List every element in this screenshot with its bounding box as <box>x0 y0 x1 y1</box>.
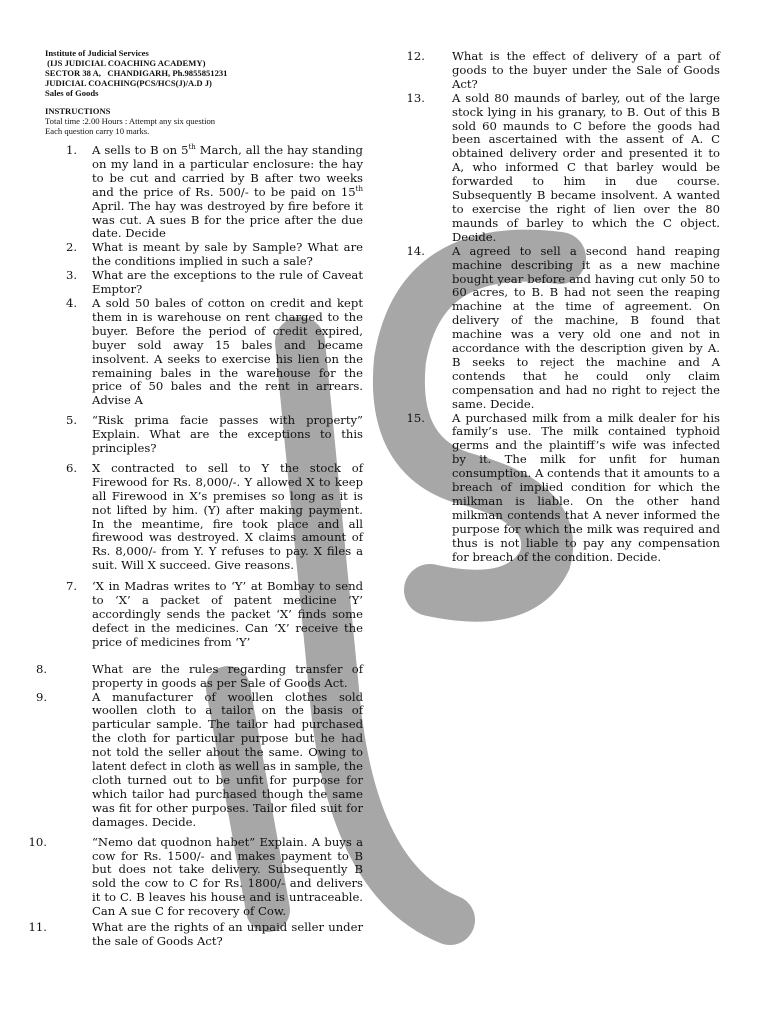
question-9 <box>35 689 363 830</box>
instructions-block <box>45 106 375 136</box>
question-number: 15. <box>406 410 425 425</box>
header-institute: Institute of Judicial Services <box>45 48 149 58</box>
question-text: X contracted to sell to Y the stock of Firewood for Rs. 8,000/-. Y allowed X to keep all Firewood in X’s premises so long as it is not lifted by him. (Y) after making payment. In the meantime, fire took place and all firewood was destroyed. X claims amount of Rs. 8,000/- from Y. Y refuses to pay. X files a suit. Will X succeed. Give reasons. <box>92 460 363 573</box>
question-number: 12. <box>406 49 425 63</box>
header-academy: (IJS JUDICIAL COACHING ACADEMY) <box>45 58 206 68</box>
question-text: What are the exceptions to the rule of Caveat Emptor? <box>92 268 363 297</box>
question-text: “Risk prima facie passes with property” Explain. What are the exceptions to this principles? <box>92 413 363 456</box>
question-number: 7. <box>65 579 77 594</box>
question-13 <box>406 90 720 245</box>
question-number: 8. <box>35 661 47 676</box>
question-text: What are the rules regarding transfer of property in goods as per Sale of Goods Act. <box>92 661 363 690</box>
question-number: 13. <box>406 90 425 105</box>
question-text: A sells to B on 5th March, all the hay standing on my land in a particular enclosure: the hay to be cut and carried by B after two weeks and the price of Rs. 500/- to be paid on 15th April. The hay was destroyed by fire before it was cut. A sues B for the price after the due date. Decide <box>92 143 363 241</box>
question-number: 4. <box>65 295 77 310</box>
instructions-marks: Each question carry 10 marks. <box>45 126 150 136</box>
question-text: What is the effect of delivery of a part of goods to the buyer under the Sale of Goods Act? <box>452 49 720 91</box>
question-10 <box>28 834 363 919</box>
question-14 <box>406 243 720 412</box>
instructions-heading: INSTRUCTIONS <box>45 106 111 116</box>
question-text: A manufacturer of woollen clothes sold woollen cloth to a tailor on the basis of particular sample. The tailor had purchased the cloth for particular purpose but he had not told the seller about the same. Owing to latent defect in cloth as well as in sample, the cloth turned out to be unfit for purpose for which tailor had purchased though the same was fit for other purposes. Tailor filed suit for damages. Decide. <box>92 689 363 829</box>
question-15 <box>406 410 720 565</box>
question-column-right <box>406 49 720 565</box>
question-11 <box>28 920 363 949</box>
question-text: ‘X in Madras writes to ‘Y’ at Bombay to send to ‘X’ a packet of patent medicine ‘Y’ accordingly sends the packet ‘X’ finds some defect in the medicines. Can ‘X’ receive the price of medicines from ‘Y’ <box>92 579 363 649</box>
header-address: SECTOR 38 A, CHANDIGARH, Ph.9855851231 <box>45 68 228 78</box>
question-text: What are the rights of an unpaid seller under the sale of Goods Act? <box>92 920 363 948</box>
question-text: A sold 80 maunds of barley, out of the large stock lying in his granary, to B. Out of this B sold 60 maunds to C before the goods had been ascertained with the assent of A. C obtained delivery order and presented it to A, who informed C that barley would be forwarded to him in due course. Subsequently B became insolvent. A wanted to exercise the right of lien over the 80 maunds of barley to which the C object. Decide. <box>452 90 720 244</box>
instructions-time: Total time :2.00 Hours : Attempt any six question <box>45 116 216 126</box>
question-7 <box>47 580 363 650</box>
question-4 <box>47 297 363 408</box>
header-coaching: JUDICIAL COACHING(PCS/HCS(J)/A.D J) <box>45 78 212 88</box>
institute-header <box>45 48 375 98</box>
question-text: A agreed to sell a second hand reaping machine describing it as a new machine bought year before and having cut only 50 to 60 acres, to B. B had not seen the reaping machine at the time of agreement. On delivery of the machine, B found that machine was a very old one and not in accordance with the description given by A. B seeks to reject the machine and A contends that he could only claim compensation and had no right to reject the same. Decide. <box>452 243 720 411</box>
question-3 <box>47 269 363 297</box>
question-column-left <box>28 143 363 949</box>
question-text: What is meant by sale by Sample? What are the conditions implied in such a sale? <box>92 240 363 269</box>
question-number: 11. <box>28 920 47 935</box>
question-text: A purchased milk from a milk dealer for his family’s use. The milk contained typhoid germs and the plaintiff’s wife was infected by it. The milk for unfit for human consumption. A contends that it amounts to a breach of implied condition for which the milkman is liable. On the other hand milkman contends that A never informed the purpose for which the milk was required and thus is not liable to pay any compensation for breach of the condition. Decide. <box>452 410 720 564</box>
question-12 <box>406 49 720 92</box>
question-6 <box>47 462 363 573</box>
question-number: 6. <box>65 460 77 475</box>
question-1 <box>47 144 363 241</box>
question-number: 14. <box>406 243 425 258</box>
question-2 <box>47 241 363 269</box>
question-number: 5. <box>65 413 77 428</box>
question-number: 2. <box>65 240 77 255</box>
question-8 <box>35 661 363 691</box>
question-text: “Nemo dat quodnon habet” Explain. A buys a cow for Rs. 1500/- and makes payment to B but does not take delivery. Subsequently B sold the cow to C for Rs. 1800/- and delivers it to C. B leaves his house and is untraceable. Can A sue C for recovery of Cow. <box>92 834 363 919</box>
question-number: 1. <box>65 143 77 157</box>
question-number: 9. <box>35 689 47 704</box>
question-number: 3. <box>65 268 77 283</box>
question-5 <box>47 414 363 456</box>
question-number: 10. <box>28 834 47 849</box>
header-subject: Sales of Goods <box>45 88 99 98</box>
question-text: A sold 50 bales of cotton on credit and kept them in is warehouse on rent charged to the buyer. Before the period of credit expired, buyer sold away 15 bales and became insolvent. A seeks to exercise his lien on the remaining bales in the warehouse for the price of 50 bales and the rent in arrears. Advise A <box>92 295 363 408</box>
